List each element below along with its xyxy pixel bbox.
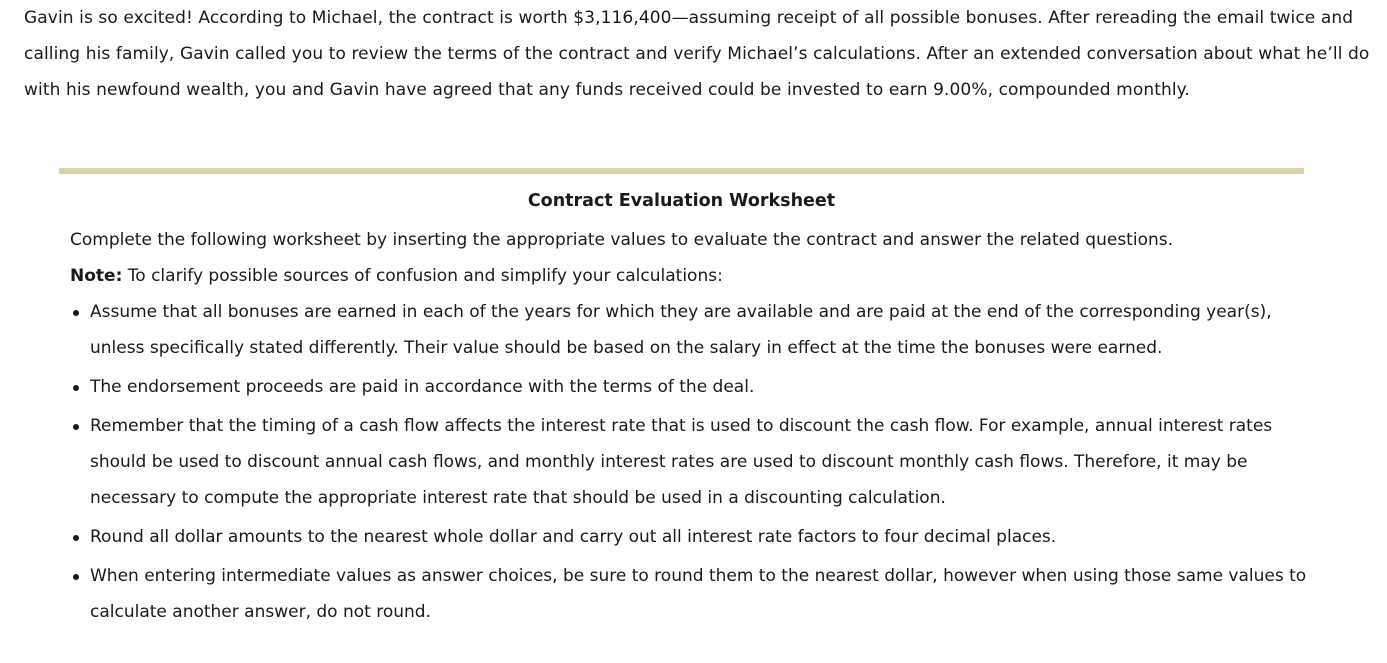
list-item-timing: Remember that the timing of a cash flow affects the interest rate that is used to discount the cash flow. For example, annual interest rates should be used to discount annual cash flows, and monthly interest rates are used to discount monthly cash flows. Therefore, it may be necessary to compute the appropriate interest rate that should be used in a discounting calculation. xyxy=(70,408,1310,516)
note-label: Note: xyxy=(70,266,123,286)
list-item-endorsement: The endorsement proceeds are paid in accordance with the terms of the deal. xyxy=(70,369,1310,405)
intro-paragraph: Gavin is so excited! According to Michael, the contract is worth $3,116,400—assuming receipt of all possible bonuses. After rereading the email twice and calling his family, Gavin called you to review the terms of the contract and verify Michael’s calculations. After an extended conversation about what he’ll do with his newfound wealth, you and Gavin have agreed that any funds received could be invested to earn 9.00%, compounded monthly. xyxy=(24,8,1370,100)
worksheet-instructions: Complete the following worksheet by inserting the appropriate values to evaluate the contract and answer the related questions. xyxy=(70,230,1173,250)
note-text: To clarify possible sources of confusion and simplify your calculations: xyxy=(122,266,723,286)
list-item-bonuses: Assume that all bonuses are earned in each of the years for which they are available and are paid at the end of the corresponding year(s), unless specifically stated differently. Their value should be based on the salary in effect at the time the bonuses were earned. xyxy=(70,294,1310,366)
list-item-intermediate: When entering intermediate values as answer choices, be sure to round them to the nearest dollar, however when using those same values to calculate another answer, do not round. xyxy=(70,558,1310,630)
worksheet-title: Contract Evaluation Worksheet xyxy=(527,191,836,211)
worksheet-note xyxy=(70,261,723,291)
list-item-rounding: Round all dollar amounts to the nearest whole dollar and carry out all interest rate factors to four decimal places. xyxy=(70,519,1310,555)
section-divider xyxy=(59,168,1304,174)
assumptions-list xyxy=(70,294,1310,633)
